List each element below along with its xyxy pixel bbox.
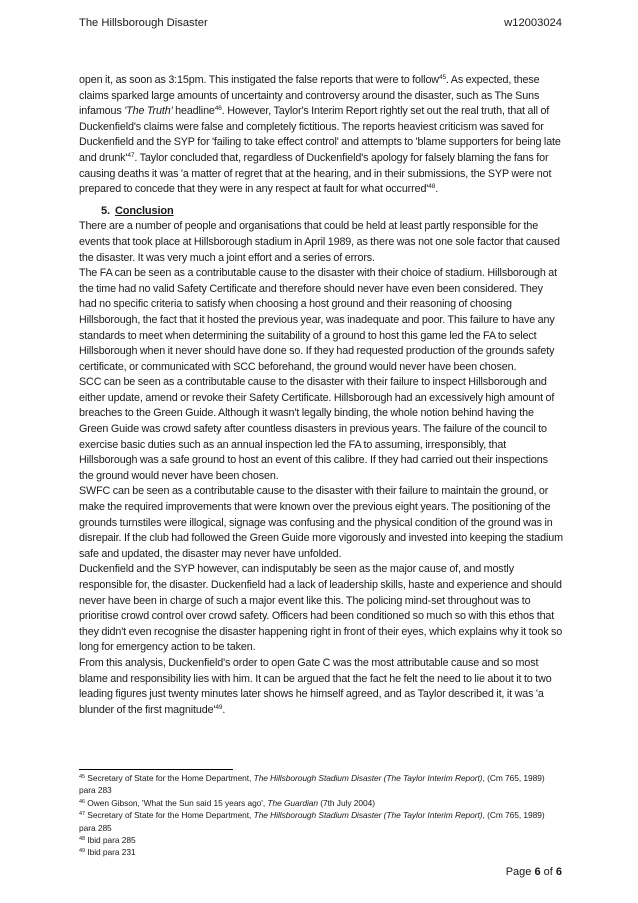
paragraph-syp: Duckenfield and the SYP however, can indisputably be seen as the major cause of, and mostly responsible for, the disaster. Duckenfield had a lack of leadership skills, haste and experience and should never have been in charge of such a major event like this. The policing mind-set throughout was to prioritise crowd control over crowd safety. Officers had been conditioned so much so with this ethos that they didn't even recognise the disaster happening right in front of their eyes, which explains why it took so long for emergency action to be taken. (79, 563, 563, 654)
page-total: 6 (555, 866, 562, 878)
footnote-47 (79, 809, 563, 834)
section-heading (79, 204, 563, 220)
footnote-number: 48 (79, 836, 86, 843)
text-run: . (435, 183, 439, 196)
paragraph-swfc: SWFC can be seen as a contributable cause to the disaster with their failure to maintain the ground, or make the required improvements that were known over the previous eight years. The positioning of the grounds turnstiles were illogical, signage was confusing and the physical condition of the ground was in disrepair. If the club had followed the Green Guide more vigorously and invested into keeping the stadium safe and updated, the disaster may never have unfolded. (79, 485, 563, 560)
footnote-number: 49 (79, 848, 86, 855)
text-run: Secretary of State for the Home Department, (85, 810, 254, 821)
citation-title: The Hillsborough Stadium Disaster (The Taylor Interim Report) (253, 773, 483, 783)
footnote-number: 45 (79, 774, 86, 780)
text-run: From this analysis, Duckenfield's order to open Gate C was the most attributable cause and so most blame and responsibility lies with him. It can be argued that the fact he felt the need to lie about it to two leading figures just twenty minutes later shows he himself agreed, and as Taylor described it, it was 'a blunder of the first magnitude' (79, 656, 552, 716)
text-run: . As expected, these claims sparked large amounts of uncertainty and controversy around the disaster, such as The Suns infamous (79, 74, 540, 118)
text-run: , (Cm 765, 1989) para 285 (79, 810, 545, 833)
footnote-ref-48: 48 (428, 183, 436, 191)
text-run: . (222, 703, 226, 716)
footnote-48 (79, 834, 563, 846)
text-run: Owen Gibson, 'What the Sun said 15 years ago', (85, 797, 268, 808)
citation-title: The Guardian (267, 797, 319, 808)
paragraph-scc: SCC can be seen as a contributable cause to the disaster with their failure to inspect Hillsborough and either update, amend or revoke their Safety Certificate. Hillsborough had an excessively high amount of breaches to the Green Guide. Although it wasn't legally binding, the whole notion behind having the Green Guide was crowd safety after countless disasters in previous years. The failure of the council to exercise basic duties such as an annual inspection led the FA to assuming, irresponsibly, that Hillsborough was a safe ground to host an event of this calibre. If they had carried out their inspections the ground would never have been chosen. (79, 376, 555, 482)
page-number (506, 865, 562, 879)
header-title: The Hillsborough Disaster (79, 17, 208, 29)
citation-title: The Hillsborough Stadium Disaster (The Taylor Interim Report) (253, 810, 483, 821)
headline-quote: 'The Truth' (124, 105, 173, 118)
text-run: Ibid para 231 (85, 847, 136, 858)
body-text (79, 73, 563, 718)
footnote-46 (79, 797, 563, 809)
text-run: , (Cm 765, 1989) para 283 (79, 773, 545, 796)
text-run: Secretary of State for the Home Department, (85, 773, 254, 783)
footnote-number: 47 (79, 811, 86, 818)
section-number: 5. (101, 204, 110, 217)
text-run: headline (172, 105, 215, 118)
footnote-number: 46 (79, 798, 86, 805)
page-current: 6 (534, 866, 541, 878)
paragraph-continuation (79, 73, 563, 198)
footnote-separator (79, 769, 233, 770)
text-run: (7th July 2004) (318, 797, 375, 808)
paragraph-intro: There are a number of people and organisations that could be held at least partly responsible for the events that took place at Hillsborough stadium in April 1989, as there was not one sole factor that caused the disaster. It was very much a joint effort and a series of errors. (79, 220, 560, 264)
footnote-49 (79, 846, 563, 858)
text-run: Ibid para 285 (85, 835, 136, 846)
footnote-ref-45: 45 (438, 74, 446, 81)
page-header (79, 16, 562, 30)
footnotes (79, 772, 563, 859)
footnote-ref-46: 46 (214, 105, 222, 113)
paragraph-fa: The FA can be seen as a contributable cause to the disaster with their choice of stadium. Hillsborough at the time had no valid Safety Certificate and therefore should never have even been considered. They had no specific criteria to satisfy when choosing a host ground and their reasoning of choosing Hillsborough, the fact that it hosted the previous year, was inadequate and poor. This failure to have any standards to meet when determining the suitability of a ground to host this game led the FA to select Hillsborough when it never should have done so. If they had requested production of the grounds safety certificate, or communicated with SCC beforehand, the ground would never have been chosen. (79, 267, 557, 373)
page-of: of (540, 866, 556, 878)
text-run: . However, Taylor's Interim Report rightly set out the real truth, that all of Duckenfield's claims were false and completely fictitious. The reports heaviest criticism was saved for Duckenfield and the SYP for 'failing to take effect control' and attempts to 'blame supporters for being late and drunk' (79, 105, 561, 164)
footnote-ref-49: 49 (215, 703, 223, 711)
footnote-ref-47: 47 (127, 151, 135, 159)
text-run: open it, as soon as 3:15pm. This instigated the false reports that were to follow (79, 74, 439, 86)
paragraph-analysis (79, 656, 563, 718)
section-title: Conclusion (114, 204, 174, 217)
footnote-45 (79, 772, 563, 797)
text-run: . Taylor concluded that, regardless of Duckenfield's apology for falsely blaming the fans for causing deaths it was 'a matter of regret that at the hearing, and in their submissions, the SYP were not prepared to concede that they were in any respect at fault for what occurred' (79, 151, 552, 196)
header-student-id: w12003024 (504, 17, 562, 29)
page-label: Page (505, 866, 535, 878)
